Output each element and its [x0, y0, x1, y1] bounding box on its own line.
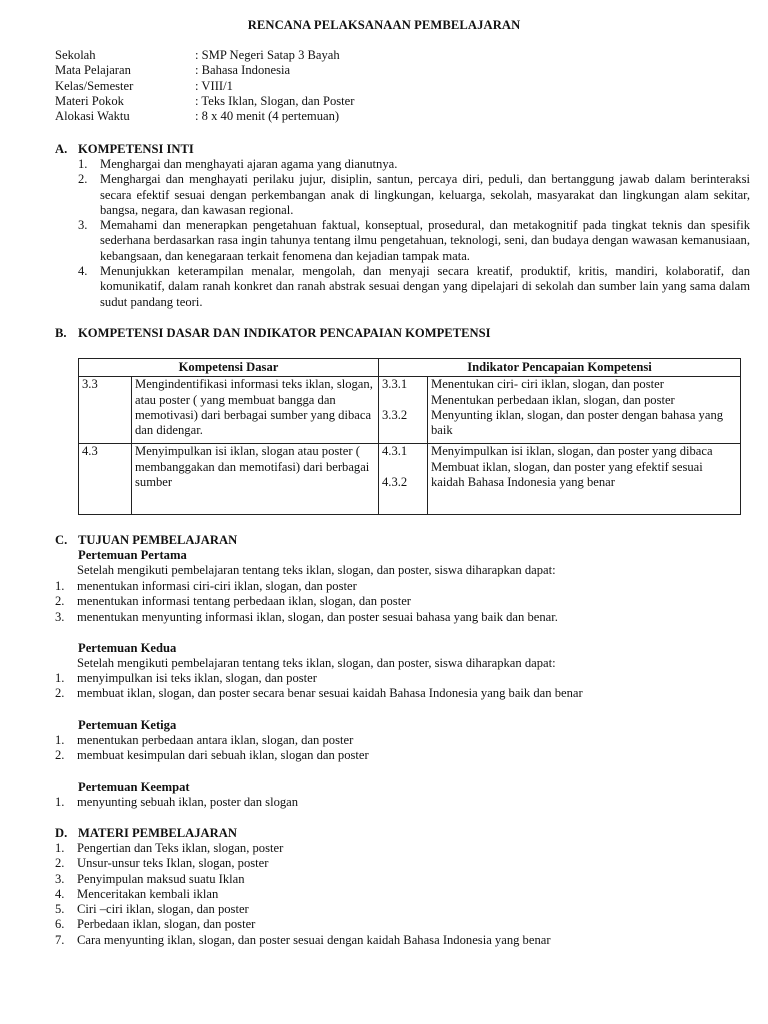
pertemuan-title: Pertemuan Keempat: [78, 780, 190, 794]
indikator-texts: [428, 377, 741, 444]
list-number: 1.: [55, 671, 65, 685]
pertemuan-keempat-list: [55, 795, 745, 810]
list-text: Memahami dan menerapkan pengetahuan faktual, konseptual, prosedural, dan metakognitif pada tingkat teknis dan spesifik sederhana berdasarkan rasa ingin tahunya tentang ilmu pengetahuan, teknologi, seni, dan budaya dengan wawasan kemanusiaan, kebangsaan, dan kenegaraan terkait fenomena dan kejadian tampak mata.: [100, 218, 750, 263]
info-block: [55, 48, 354, 124]
list-text: Unsur-unsur teks Iklan, slogan, poster: [77, 856, 269, 871]
list-number: 1.: [55, 795, 65, 809]
list-item: [78, 264, 750, 310]
section-title: KOMPETENSI DASAR DAN INDIKATOR PENCAPAIAN KOMPETENSI: [78, 326, 491, 340]
indikator-number: 3.3.2: [382, 407, 408, 422]
info-value: : Bahasa Indonesia: [195, 63, 291, 78]
list-item: [55, 872, 745, 887]
list-item: [55, 902, 745, 917]
list-number: 3.: [55, 609, 65, 624]
pertemuan-intro: Setelah mengikuti pembelajaran tentang teks iklan, slogan, dan poster, siswa diharapkan dapat:: [77, 656, 556, 671]
list-number: 2.: [78, 172, 88, 187]
pertemuan-keempat: [78, 780, 750, 795]
list-text: menyunting sebuah iklan, poster dan slogan: [77, 795, 299, 809]
indikator-text: Membuat iklan, slogan, dan poster yang efektif sesuai kaidah Bahasa Indonesia yang benar: [431, 459, 703, 489]
indikator-number: 4.3.2: [382, 474, 408, 489]
pertemuan-ketiga: [78, 718, 750, 733]
info-label: Alokasi Waktu: [55, 109, 130, 124]
list-item: [55, 795, 745, 810]
table-row: [79, 444, 741, 515]
section-title: TUJUAN PEMBELAJARAN: [78, 533, 238, 547]
kd-text: Mengindentifikasi informasi teks iklan, slogan, atau poster ( yang membuat bangga dan memotivasi) dari berbagai sumber yang dibaca dan didengar.: [132, 377, 379, 444]
info-value: : 8 x 40 menit (4 pertemuan): [195, 109, 340, 124]
table-header-kd: Kompetensi Dasar: [79, 359, 379, 377]
list-number: 1.: [55, 733, 65, 747]
info-row-kelas: [55, 79, 354, 94]
info-row-materi: [55, 94, 354, 109]
pertemuan-pertama-list: [55, 579, 745, 625]
list-text: Menghargai dan menghayati perilaku jujur, disiplin, santun, percaya diri, peduli, dan bertanggung jawab dalam berinteraksi secara efektif sesuai dengan perkembangan anak di lingkungan, keluarga, sekolah, masyarakat dan lingkungan alam sekitar, bangsa, negara, dan kawasan regional.: [100, 172, 750, 217]
pertemuan-title: Pertemuan Kedua: [78, 641, 177, 655]
list-number: 2.: [55, 856, 65, 871]
pertemuan-kedua-list: [55, 671, 745, 702]
list-number: 3.: [55, 871, 65, 886]
section-letter: B.: [55, 326, 67, 340]
list-text: menentukan informasi tentang perbedaan iklan, slogan, dan poster: [77, 594, 411, 609]
list-number: 1.: [55, 841, 65, 855]
table-row: [79, 377, 741, 444]
list-number: 2.: [55, 686, 65, 701]
list-number: 5.: [55, 902, 65, 917]
list-item: [78, 172, 750, 218]
list-item: [55, 856, 745, 871]
list-item: [55, 579, 745, 594]
list-text: menentukan informasi ciri-ciri iklan, slogan, dan poster: [77, 579, 357, 593]
pertemuan-title: Pertemuan Pertama: [78, 548, 187, 562]
indikator-numbers: [379, 377, 428, 444]
info-label: Kelas/Semester: [55, 78, 134, 93]
list-text: Menghargai dan menghayati ajaran agama yang dianutnya.: [100, 157, 398, 171]
list-number: 4.: [55, 886, 65, 901]
pertemuan-title: Pertemuan Ketiga: [78, 718, 177, 732]
info-label: Mata Pelajaran: [55, 63, 131, 78]
indikator-text: Menentukan ciri- ciri iklan, slogan, dan poster: [431, 377, 664, 392]
indikator-number: 3.3.1: [382, 377, 408, 392]
list-text: Menunjukkan keterampilan menalar, mengolah, dan menyaji secara kreatif, produktif, kritis, mandiri, kolaboratif, dan komunikatif, dalam ranah konkret dan ranah abstrak sesuai dengan yang dipelajari di sekolah dan sumber lain yang sama dalam sudut pandang teori.: [100, 264, 750, 309]
info-value: : VIII/1: [195, 78, 233, 93]
section-title: MATERI PEMBELAJARAN: [78, 826, 237, 840]
list-item: [55, 594, 745, 609]
list-number: 7.: [55, 932, 65, 947]
list-number: 3.: [78, 218, 88, 233]
kd-number: 3.3: [79, 377, 132, 444]
document-title: RENCANA PELAKSANAAN PEMBELAJARAN: [247, 18, 521, 32]
list-item: [55, 887, 745, 902]
section-c-heading: [55, 533, 237, 548]
list-text: membuat iklan, slogan, dan poster secara benar sesuai kaidah Bahasa Indonesia yang baik dan benar: [77, 686, 583, 701]
materi-list: [55, 841, 745, 948]
list-text: Cara menyunting iklan, slogan, dan poster sesuai dengan kaidah Bahasa Indonesia yang benar: [77, 932, 551, 947]
pertemuan-pertama: [78, 548, 750, 579]
list-text: Ciri –ciri iklan, slogan, dan poster: [77, 902, 249, 917]
info-label: Materi Pokok: [55, 93, 124, 108]
list-text: Penyimpulan maksud suatu Iklan: [77, 871, 245, 886]
info-label: Sekolah: [55, 48, 96, 62]
list-item: [78, 157, 750, 172]
indikator-text: Menyimpulkan isi iklan, slogan, dan poster yang dibaca: [431, 444, 713, 459]
section-letter: A.: [55, 142, 68, 156]
indikator-texts: [428, 444, 741, 515]
list-item: [55, 841, 745, 856]
list-item: [55, 933, 745, 948]
list-item: [55, 748, 745, 763]
list-text: membuat kesimpulan dari sebuah iklan, slogan dan poster: [77, 748, 369, 763]
section-letter: D.: [55, 826, 68, 840]
list-text: Perbedaan iklan, slogan, dan poster: [77, 917, 256, 932]
info-value: : Teks Iklan, Slogan, dan Poster: [195, 93, 355, 108]
list-text: Pengertian dan Teks iklan, slogan, poster: [77, 841, 284, 855]
list-number: 6.: [55, 917, 65, 932]
kompetensi-table: [78, 358, 741, 515]
list-text: menentukan perbedaan antara iklan, slogan, dan poster: [77, 733, 354, 747]
kompetensi-inti-list: [78, 157, 750, 310]
indikator-numbers: [379, 444, 428, 515]
list-number: 4.: [78, 264, 88, 279]
pertemuan-kedua: [78, 641, 750, 672]
list-number: 2.: [55, 594, 65, 609]
list-item: [78, 218, 750, 264]
section-d-heading: [55, 826, 237, 841]
list-number: 1.: [78, 157, 88, 171]
list-item: [55, 733, 745, 748]
list-text: menentukan menyunting informasi iklan, slogan, dan poster sesuai bahasa yang baik dan benar.: [77, 609, 558, 624]
indikator-text: Menyunting iklan, slogan, dan poster dengan bahasa yang baik: [431, 407, 724, 438]
kd-number: 4.3: [79, 444, 132, 515]
info-row-mapel: [55, 63, 354, 78]
indikator-text: Menentukan perbedaan iklan, slogan, dan poster: [431, 392, 675, 407]
list-number: 2.: [55, 748, 65, 763]
section-title: KOMPETENSI INTI: [78, 142, 194, 156]
list-item: [55, 917, 745, 932]
info-row-alokasi: [55, 109, 354, 124]
pertemuan-ketiga-list: [55, 733, 745, 764]
pertemuan-intro: Setelah mengikuti pembelajaran tentang teks iklan, slogan, dan poster, siswa diharapkan dapat:: [77, 563, 556, 578]
section-a-heading: [55, 142, 194, 157]
list-text: menyimpulkan isi teks iklan, slogan, dan poster: [77, 671, 317, 685]
list-item: [55, 671, 745, 686]
section-letter: C.: [55, 533, 68, 547]
kd-text: Menyimpulkan isi iklan, slogan atau poster ( membanggakan dan memotifasi) dari berbagai sumber: [132, 444, 379, 515]
table-header-indikator: Indikator Pencapaian Kompetensi: [379, 359, 741, 377]
table-header-row: [79, 359, 741, 377]
section-b-heading: [55, 326, 490, 341]
indikator-number: 4.3.1: [382, 444, 408, 459]
info-row-sekolah: [55, 48, 354, 63]
list-text: Menceritakan kembali iklan: [77, 886, 219, 901]
list-number: 1.: [55, 579, 65, 593]
info-value: : SMP Negeri Satap 3 Bayah: [195, 48, 340, 62]
list-item: [55, 686, 745, 701]
list-item: [55, 610, 745, 625]
